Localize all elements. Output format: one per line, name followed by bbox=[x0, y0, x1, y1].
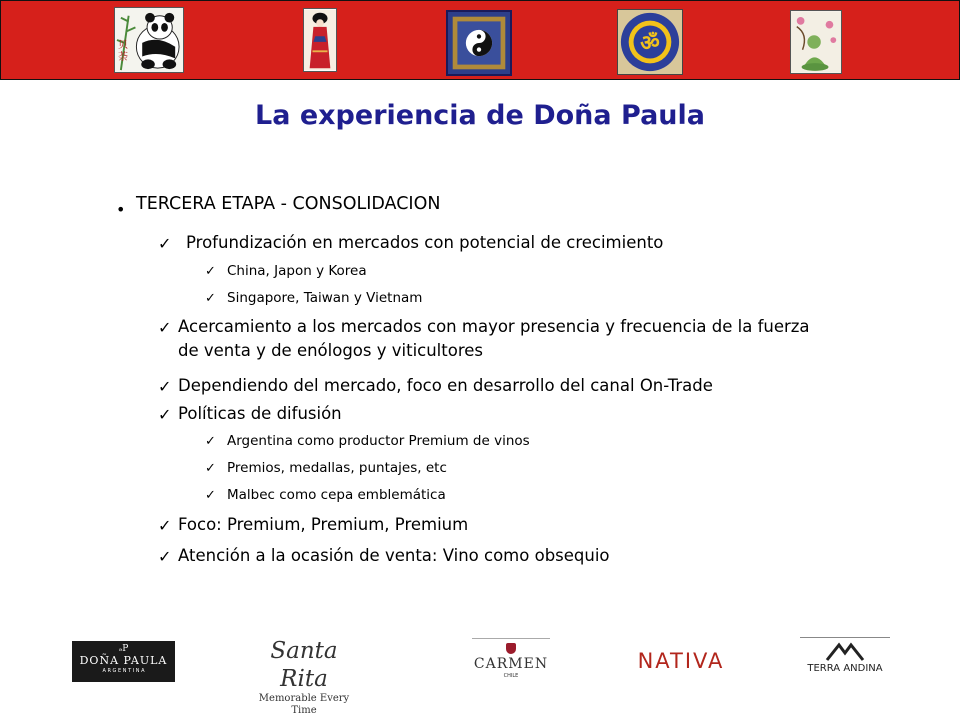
santa-rita-logo bbox=[248, 637, 360, 716]
om-symbol-image bbox=[617, 9, 683, 75]
check-icon: ✓ bbox=[205, 291, 216, 306]
terra-andina-name: TERRA ANDINA bbox=[807, 663, 883, 674]
carmen-name: CARMEN bbox=[473, 656, 549, 672]
list-item: Dependiendo del mercado, foco en desarrollo del canal On-Trade bbox=[178, 376, 713, 395]
check-icon: ✓ bbox=[205, 488, 216, 503]
yin-yang-image bbox=[446, 10, 512, 76]
panda-caption: 贝 荼 bbox=[118, 40, 128, 63]
check-icon: ✓ bbox=[158, 405, 172, 424]
check-icon: ✓ bbox=[158, 377, 172, 396]
check-icon: ✓ bbox=[205, 461, 216, 476]
list-item: Profundización en mercados con potencial de crecimiento bbox=[186, 233, 664, 252]
check-icon: ✓ bbox=[158, 318, 172, 337]
santa-rita-tagline: Memorable Every Time bbox=[258, 693, 350, 716]
list-item: Políticas de difusión bbox=[178, 404, 342, 423]
check-icon: ✓ bbox=[205, 434, 216, 449]
buddha-flowers-image bbox=[790, 10, 842, 74]
list-item: de venta y de enólogos y viticultores bbox=[178, 341, 484, 360]
dona-paula-logo bbox=[72, 641, 175, 682]
section-heading: TERCERA ETAPA - CONSOLIDACION bbox=[136, 194, 441, 214]
sub-list-item: Malbec como cepa emblemática bbox=[227, 487, 446, 503]
dona-paula-sub: A R G E N T I N A bbox=[102, 668, 145, 674]
sub-list-item: Singapore, Taiwan y Vietnam bbox=[227, 290, 423, 306]
carmen-sub: CHILE bbox=[503, 673, 519, 679]
sub-list-item: Argentina como productor Premium de vinos bbox=[227, 433, 530, 449]
terra-andina-mountain-icon bbox=[825, 641, 865, 661]
check-icon: ✓ bbox=[158, 547, 172, 566]
list-item: Foco: Premium, Premium, Premium bbox=[178, 515, 469, 534]
list-item: Atención a la ocasión de venta: Vino como obsequio bbox=[178, 546, 610, 565]
nativa-logo bbox=[622, 648, 740, 674]
check-icon: ✓ bbox=[158, 516, 172, 535]
sub-list-item: Premios, medallas, puntajes, etc bbox=[227, 460, 447, 476]
dona-paula-name: DOÑA PAULA bbox=[79, 654, 168, 667]
check-icon: ✓ bbox=[205, 264, 216, 279]
santa-rita-name: Santa Rita bbox=[270, 638, 338, 692]
svg-text:ॐ: ॐ bbox=[640, 30, 660, 56]
check-icon: ✓ bbox=[158, 234, 172, 253]
sub-list-item: China, Japon y Korea bbox=[227, 263, 367, 279]
nativa-name: NATIVA bbox=[637, 649, 725, 673]
dona-paula-mark-icon: ₔP bbox=[118, 644, 129, 654]
list-item: Acercamiento a los mercados con mayor presencia y frecuencia de la fuerza bbox=[178, 317, 810, 336]
bullet-dot-icon: • bbox=[116, 200, 126, 219]
carmen-logo bbox=[472, 638, 550, 686]
terra-andina-logo bbox=[800, 637, 890, 683]
geisha-image bbox=[303, 8, 337, 72]
page-title: La experiencia de Doña Paula bbox=[255, 100, 705, 131]
carmen-crest-icon bbox=[506, 643, 516, 654]
